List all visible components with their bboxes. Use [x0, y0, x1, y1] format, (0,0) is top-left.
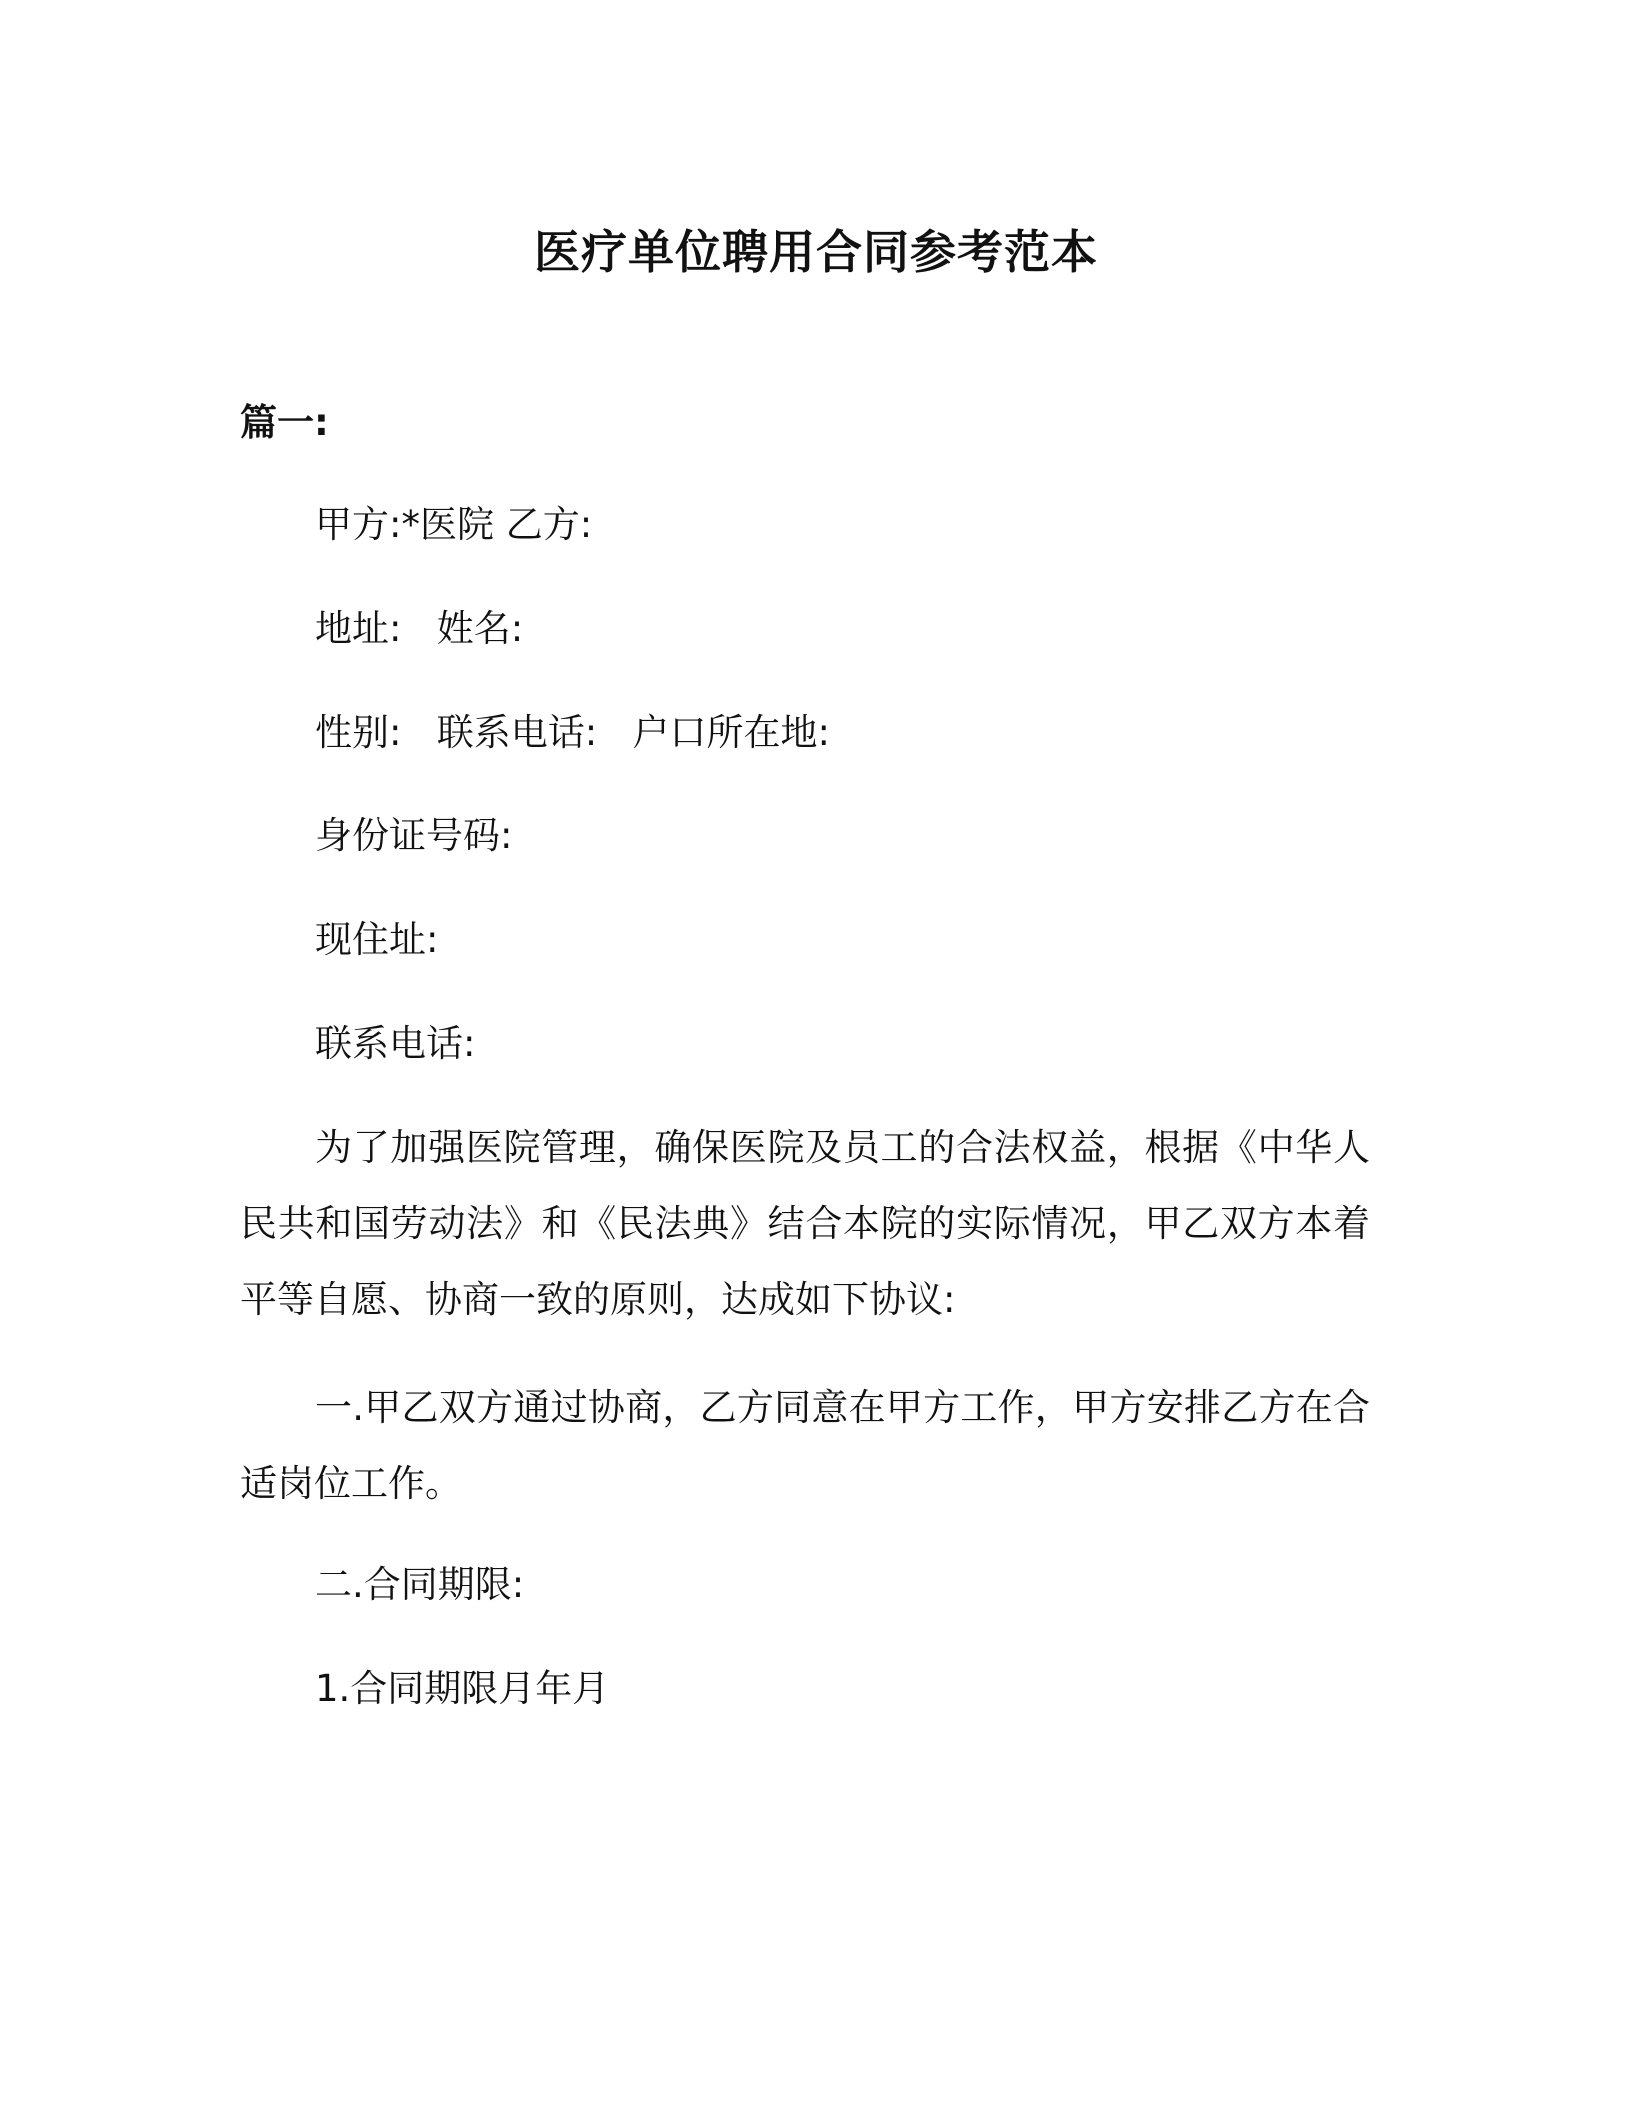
current-address-line: 现住址: — [315, 918, 439, 961]
intro-paragraph: 为了加强医院管理，确保医院及员工的合法权益，根据《中华人民共和国劳动法》和《民法典》结合本院的实际情况，甲乙双方本着平等自愿、协商一致的原则，达成如下协议: — [240, 1126, 1370, 1321]
clause-one-paragraph: 一.甲乙双方通过协商，乙方同意在甲方工作，甲方安排乙方在合适岗位工作。 — [240, 1386, 1370, 1505]
clause-two-heading: 二.合同期限: — [315, 1563, 525, 1606]
clause-two-item-one: 1.合同期限月年月 — [315, 1667, 610, 1710]
section-heading: 篇一: — [240, 401, 329, 444]
address-name-line: 地址: 姓名: — [315, 607, 524, 650]
contact-phone-line: 联系电话: — [315, 1022, 476, 1065]
id-number-line: 身份证号码: — [315, 814, 513, 857]
document-title: 医疗单位聘用合同参考范本 — [534, 225, 1098, 279]
party-line: 甲方:*医院 乙方: — [315, 503, 593, 546]
gender-phone-residence-line: 性别: 联系电话: 户口所在地: — [315, 711, 830, 754]
